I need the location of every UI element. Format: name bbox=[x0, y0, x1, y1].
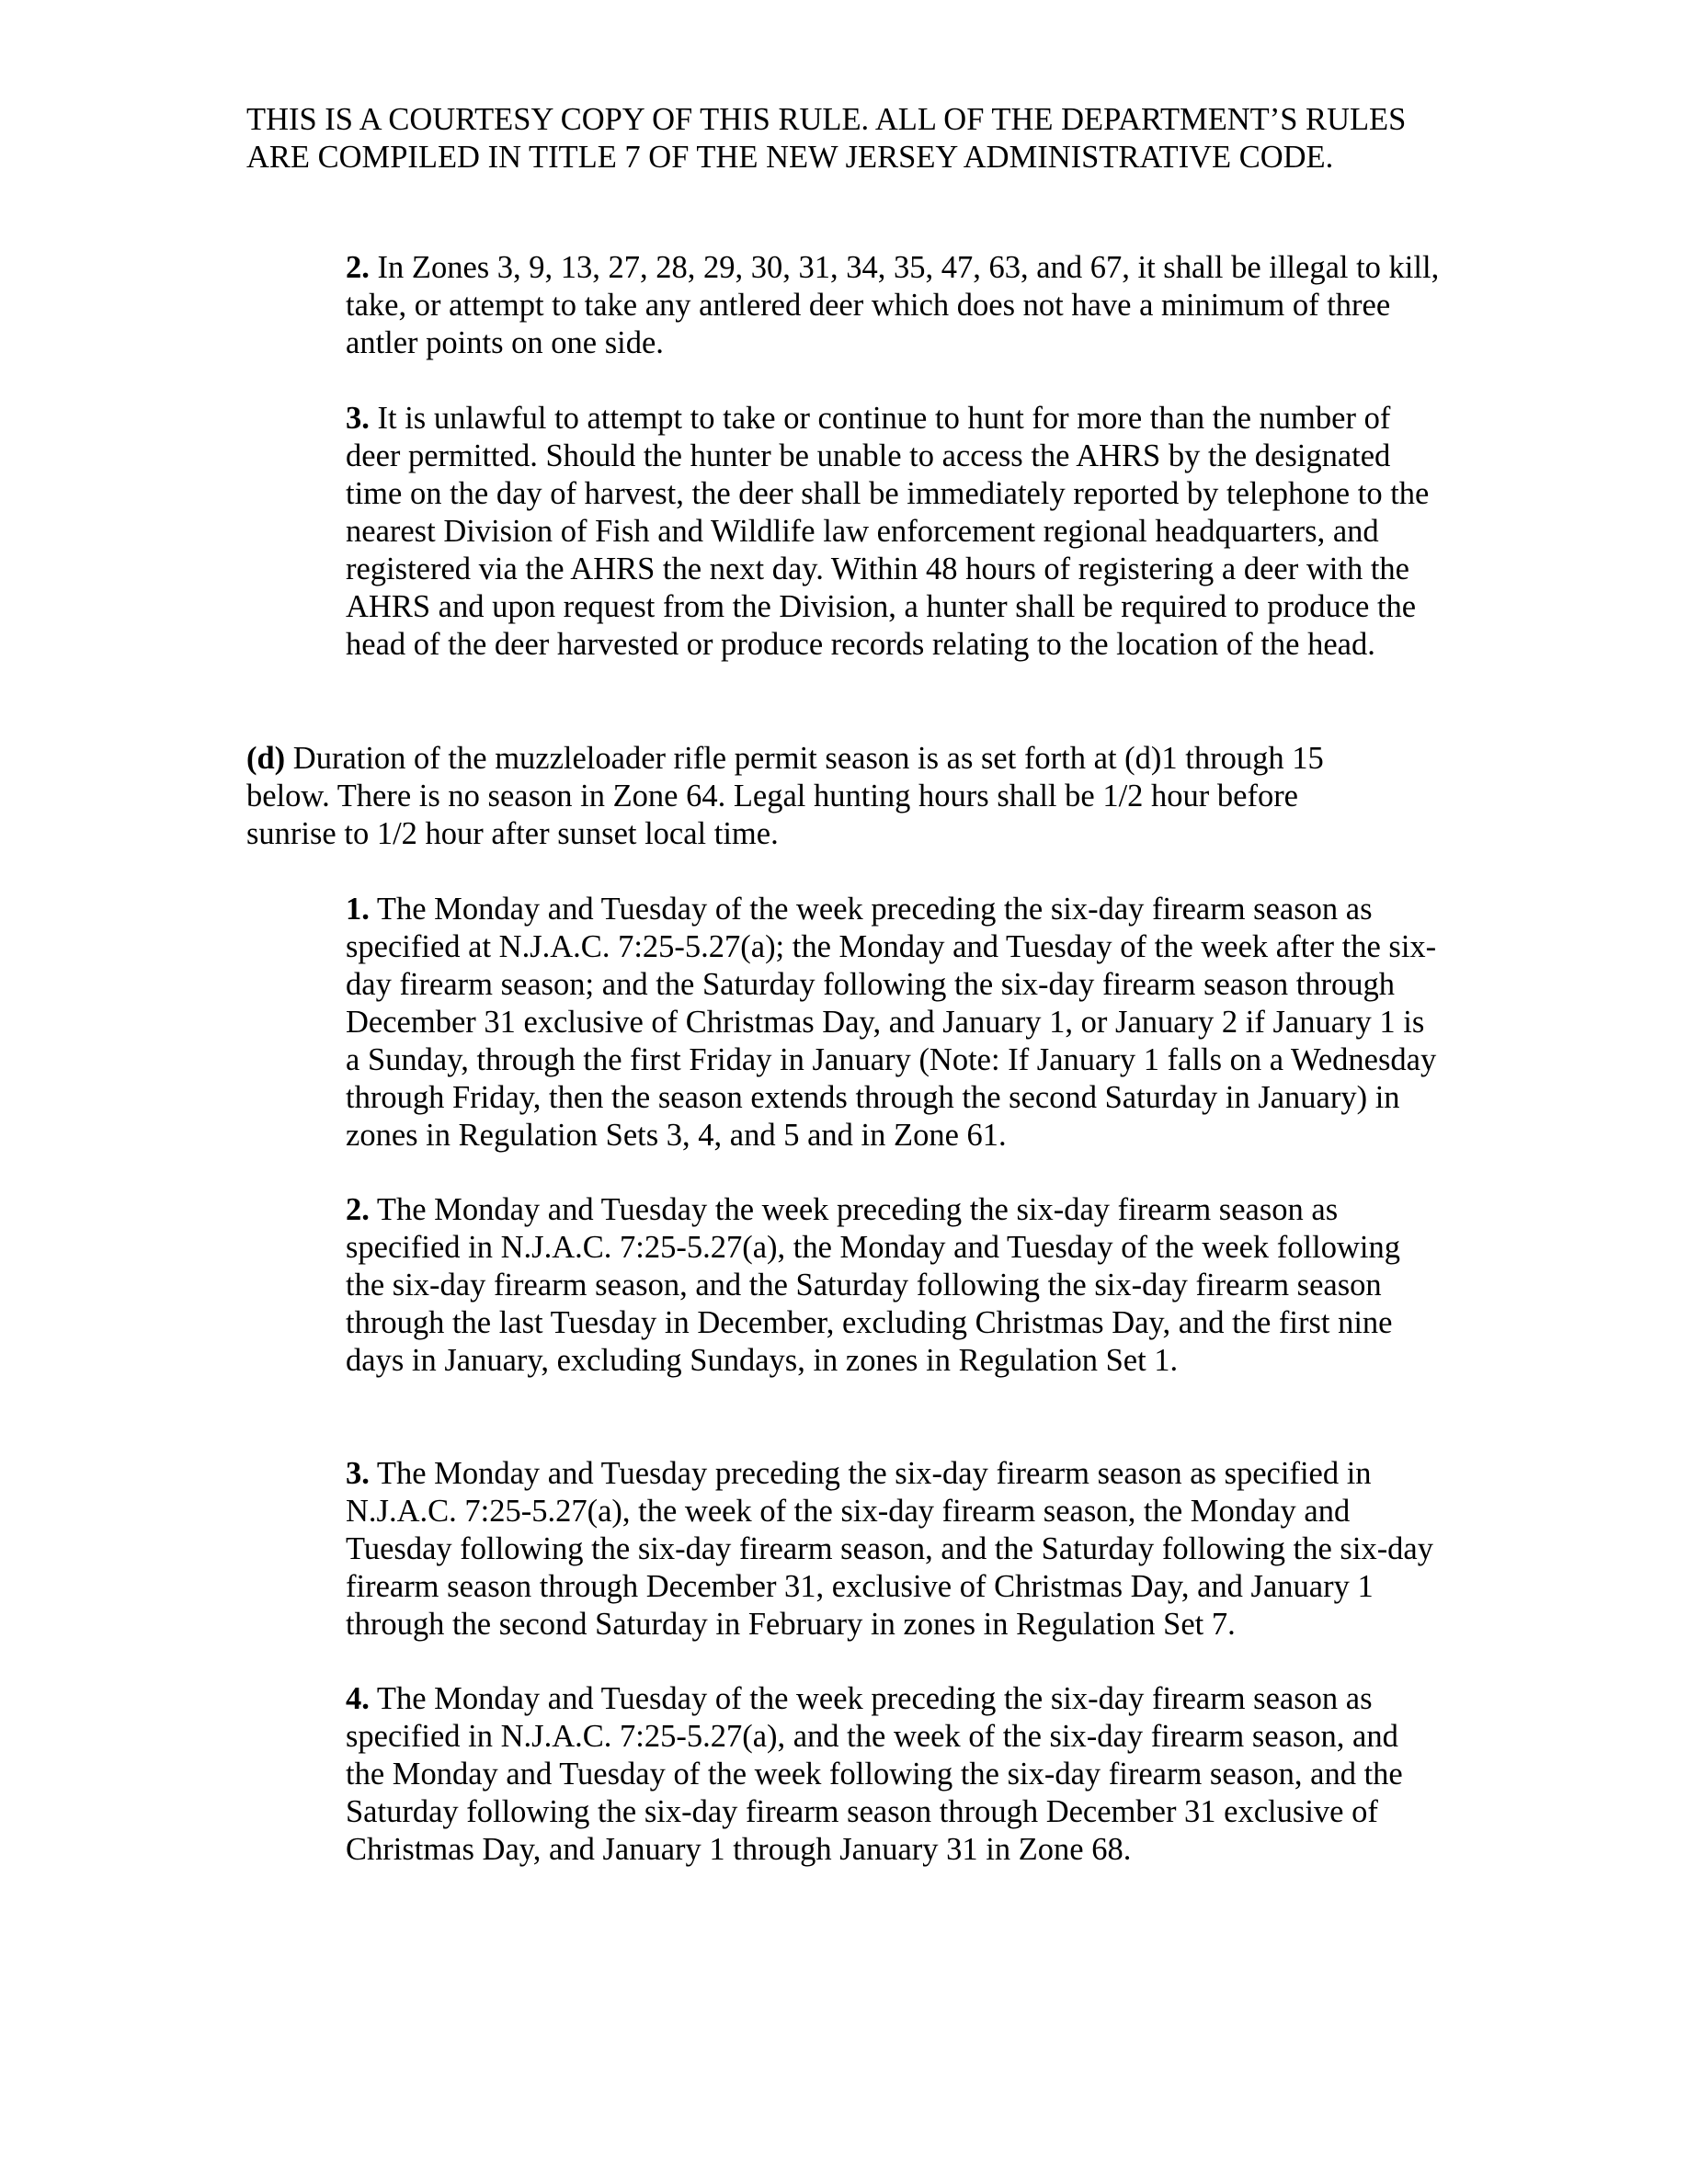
paragraph-d bbox=[246, 740, 1396, 853]
paragraph-text: It is unlawful to attempt to take or continue to hunt for more than the number of deer permitted. Should the hunter be unable to access the AHRS by the designated time on the day of harvest, the deer shall be immediately reported by telephone to the nearest Division of Fish and Wildlife law enforcement regional headquarters, and registered via the AHRS the next day. Within 48 hours of registering a deer with the AHRS and upon request from the Division, a hunter shall be required to produce the head of the deer harvested or produce records relating to the location of the head. bbox=[346, 401, 1430, 662]
courtesy-copy-header: THIS IS A COURTESY COPY OF THIS RULE. ALL OF THE DEPARTMENT’S RULES ARE COMPILED IN TITLE 7 OF THE NEW JERSEY ADMINISTRATIVE CODE. bbox=[246, 102, 1407, 175]
paragraph-text: In Zones 3, 9, 13, 27, 28, 29, 30, 31, 34, 35, 47, 63, and 67, it shall be illegal to kill, take, or attempt to take any antlered deer which does not have a minimum of three antler points on one side. bbox=[346, 250, 1440, 360]
paragraph-d2 bbox=[346, 1191, 1440, 1380]
paragraph-number: 4. bbox=[346, 1681, 370, 1716]
paragraph-text: The Monday and Tuesday of the week preceding the six-day firearm season as specified in N.J.A.C. 7:25-5.27(a), and the week of the six-day firearm season, and the Monday and Tuesday of the week following the six-day firearm season, and the Saturday following the six-day firearm season through December 31 exclusive of Christmas Day, and January 1 through January 31 in Zone 68. bbox=[346, 1681, 1403, 1867]
paragraph-number: 2. bbox=[346, 1192, 370, 1227]
paragraph-c3 bbox=[346, 400, 1440, 664]
paragraph-text: The Monday and Tuesday preceding the six-day firearm season as specified in N.J.A.C. 7:25-5.27(a), the week of the six-day firearm season, the Monday and Tuesday following the six-day firearm season, and the Saturday following the six-day firearm season through December 31, exclusive of Christmas Day, and January 1 through the second Saturday in February in zones in Regulation Set 7. bbox=[346, 1456, 1433, 1642]
paragraph-text: The Monday and Tuesday of the week preceding the six-day firearm season as specified at N.J.A.C. 7:25-5.27(a); the Monday and Tuesday of the week after the six-day firearm season; and the Saturday following the six-day firearm season through December 31 exclusive of Christmas Day, and January 1, or January 2 if January 1 is a Sunday, through the first Friday in January (Note: If January 1 falls on a Wednesday through Friday, then the season extends through the second Saturday in January) in zones in Regulation Sets 3, 4, and 5 and in Zone 61. bbox=[346, 892, 1437, 1153]
paragraph-number: 3. bbox=[346, 1456, 370, 1491]
paragraph-d1 bbox=[346, 891, 1440, 1155]
paragraph-text: Duration of the muzzleloader rifle permit season is as set forth at (d)1 through 15 below. There is no season in Zone 64. Legal hunting hours shall be 1/2 hour before sunrise to 1/2 hour after sunset local time. bbox=[246, 741, 1324, 851]
subsection-label: (d) bbox=[246, 741, 286, 776]
paragraph-d4 bbox=[346, 1680, 1440, 1869]
paragraph-number: 1. bbox=[346, 892, 370, 927]
paragraph-number: 2. bbox=[346, 250, 370, 285]
paragraph-text: The Monday and Tuesday the week preceding the six-day firearm season as specified in N.J.A.C. 7:25-5.27(a), the Monday and Tuesday of the week following the six-day firearm season, and the Saturday following the six-day firearm season through the last Tuesday in December, excluding Christmas Day, and the first nine days in January, excluding Sundays, in zones in Regulation Set 1. bbox=[346, 1192, 1400, 1378]
paragraph-number: 3. bbox=[346, 401, 370, 436]
paragraph-d3 bbox=[346, 1455, 1440, 1644]
paragraph-c2 bbox=[346, 249, 1440, 362]
